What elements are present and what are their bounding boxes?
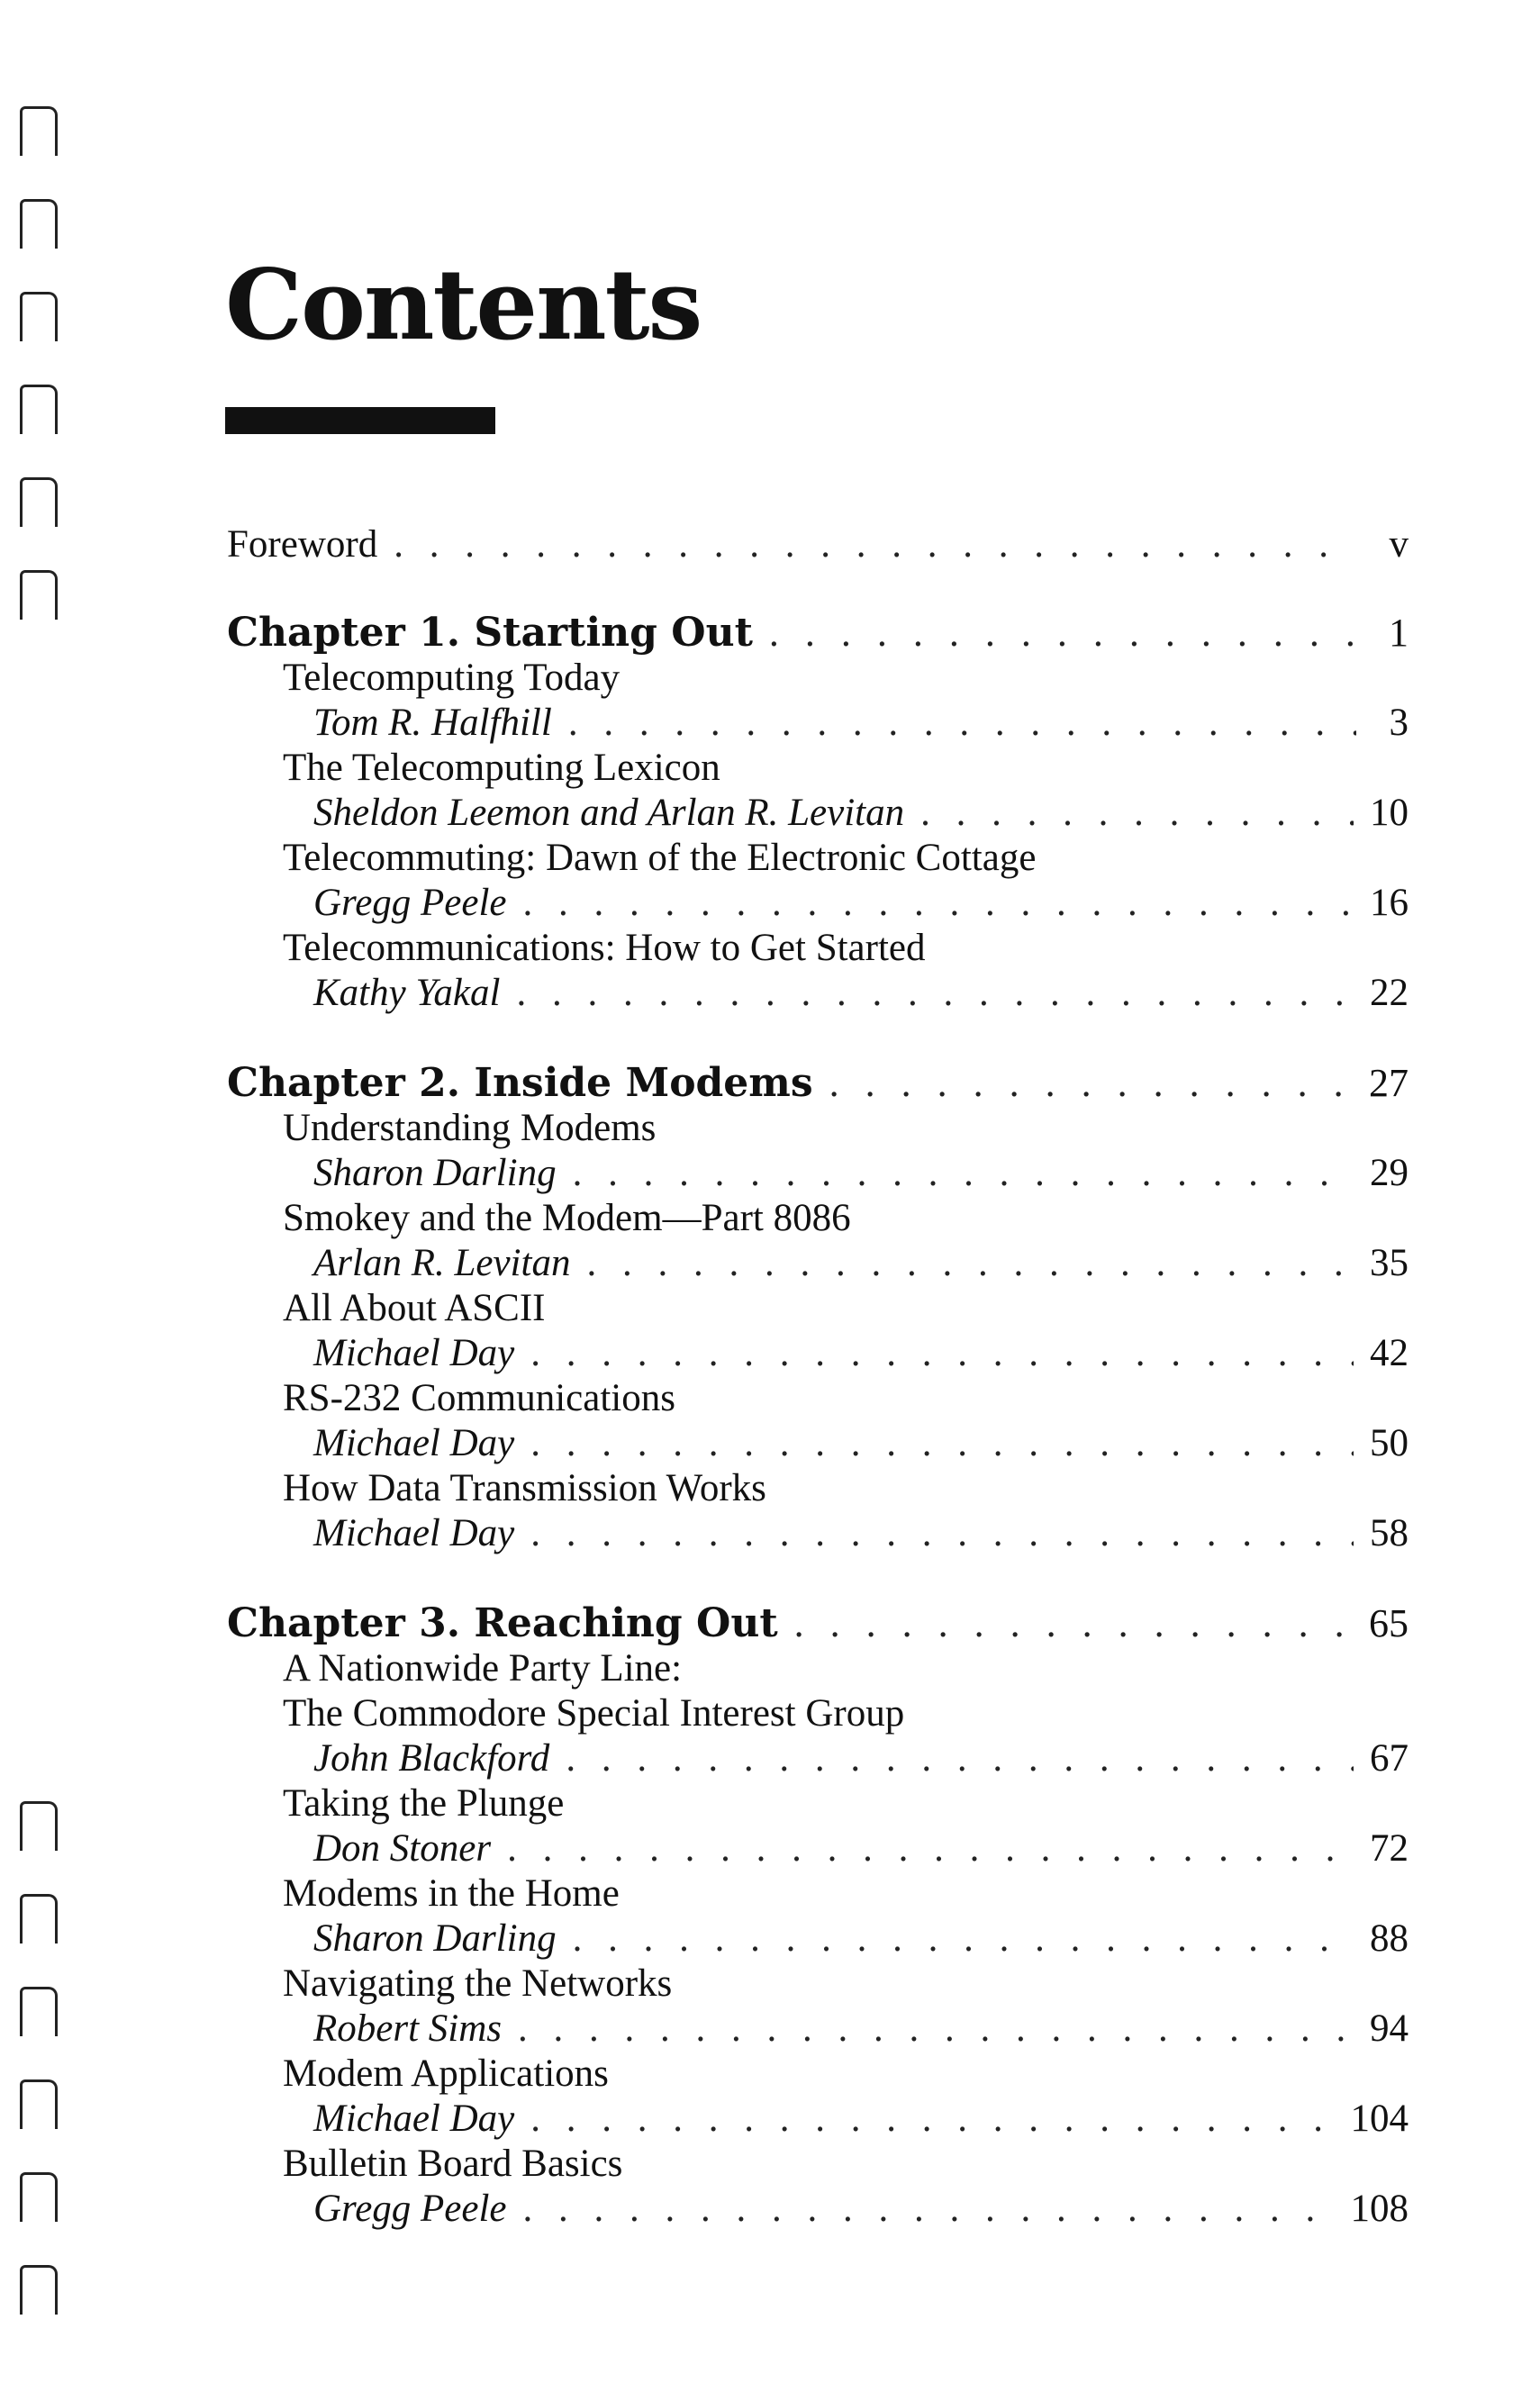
article-title[interactable]: [227, 1196, 1409, 1241]
binding-hole-icon: [20, 1894, 58, 1943]
dot-leader: [507, 1826, 1354, 1871]
binding-hole-icon: [20, 106, 58, 156]
article-author: Michael Day: [313, 1512, 515, 1554]
article-author: Robert Sims: [313, 2007, 503, 2050]
article-page: 104: [1350, 2097, 1409, 2140]
binding-hole-icon: [20, 1987, 58, 2036]
article-author-entry[interactable]: [227, 1736, 1409, 1781]
dot-leader: [530, 1331, 1354, 1376]
article-title-text: Taking the Plunge: [283, 1782, 565, 1825]
chapter-heading[interactable]: [227, 1061, 1409, 1106]
article-page: 10: [1370, 792, 1409, 834]
article-title-continued[interactable]: [227, 1691, 1409, 1736]
article-page: 16: [1370, 882, 1409, 924]
article-title[interactable]: [227, 836, 1409, 881]
article-page: 94: [1370, 2007, 1409, 2050]
article-author-entry[interactable]: [227, 1421, 1409, 1466]
article-title[interactable]: [227, 1871, 1409, 1916]
article-author: Sharon Darling: [313, 1917, 557, 1960]
binding-hole-icon: [20, 292, 58, 341]
article-title[interactable]: [227, 1286, 1409, 1331]
article-title-text: Telecommunications: How to Get Started: [283, 927, 926, 969]
dot-leader: [573, 1151, 1354, 1196]
article-author-entry[interactable]: [227, 701, 1409, 746]
binding-hole-icon: [20, 385, 58, 434]
article-title[interactable]: [227, 656, 1409, 701]
binding-hole-icon: [20, 2079, 58, 2129]
article-title[interactable]: [227, 2052, 1409, 2097]
article-author-entry[interactable]: [227, 1916, 1409, 1962]
article-title-text: How Data Transmission Works: [283, 1467, 766, 1509]
article-author: Arlan R. Levitan: [313, 1242, 571, 1284]
article-author-entry[interactable]: [227, 2097, 1409, 2142]
article-page: 108: [1350, 2188, 1409, 2230]
dot-leader: [516, 971, 1354, 1016]
dot-leader: [566, 1736, 1354, 1781]
article-author-entry[interactable]: [227, 1151, 1409, 1196]
foreword-page: v: [1389, 523, 1409, 566]
dot-leader: [518, 2007, 1354, 2052]
dot-leader: [530, 1511, 1354, 1556]
article-author-entry[interactable]: [227, 971, 1409, 1016]
article-title[interactable]: [227, 1781, 1409, 1826]
foreword-label: Foreword: [227, 523, 378, 566]
article-author: Sheldon Leemon and Arlan R. Levitan: [313, 792, 905, 834]
dot-leader: [920, 791, 1354, 836]
article-page: 58: [1370, 1512, 1409, 1554]
chapter-title: Chapter 3. Reaching Out: [227, 1600, 778, 1646]
dot-leader: [530, 1421, 1354, 1466]
article-title-text: All About ASCII: [283, 1287, 546, 1329]
article-author: Gregg Peele: [313, 882, 507, 924]
article-author: Gregg Peele: [313, 2188, 507, 2230]
dot-leader: [829, 1061, 1353, 1106]
binding-holes-bottom: [13, 1801, 63, 2358]
binding-hole-icon: [20, 2172, 58, 2222]
page-title: Contents: [225, 249, 702, 362]
chapter-page: 27: [1369, 1061, 1409, 1105]
article-title[interactable]: [227, 1466, 1409, 1511]
article-author: Michael Day: [313, 2097, 515, 2140]
article-author-entry[interactable]: [227, 881, 1409, 926]
article-title[interactable]: [227, 1376, 1409, 1421]
article-author: Don Stoner: [313, 1827, 492, 1870]
article-title-text: Telecommuting: Dawn of the Electronic Cottage: [283, 837, 1037, 879]
article-title-text: The Commodore Special Interest Group: [283, 1692, 905, 1735]
article-title-text: The Telecomputing Lexicon: [283, 747, 720, 789]
article-title[interactable]: [227, 2142, 1409, 2187]
article-author-entry[interactable]: [227, 791, 1409, 836]
article-title-text: Bulletin Board Basics: [283, 2143, 623, 2185]
title-underline-bar: [225, 407, 495, 434]
article-title-text: Modem Applications: [283, 2052, 609, 2095]
article-page: 35: [1370, 1242, 1409, 1284]
chapter-heading[interactable]: [227, 611, 1409, 656]
table-of-contents: [227, 522, 1409, 2277]
binding-hole-icon: [20, 2265, 58, 2315]
binding-hole-icon: [20, 570, 58, 620]
article-title[interactable]: [227, 1646, 1409, 1691]
article-title-text: Navigating the Networks: [283, 1962, 673, 2005]
article-author: Kathy Yakal: [313, 972, 501, 1014]
article-page: 22: [1370, 972, 1409, 1014]
article-page: 42: [1370, 1332, 1409, 1374]
chapter-2: [227, 1061, 1409, 1556]
binding-hole-icon: [20, 1801, 58, 1851]
dot-leader: [568, 701, 1356, 746]
article-author-entry[interactable]: [227, 2187, 1409, 2232]
article-page: 72: [1370, 1827, 1409, 1870]
article-title[interactable]: [227, 926, 1409, 971]
dot-leader: [523, 881, 1354, 926]
binding-hole-icon: [20, 477, 58, 527]
article-author: Tom R. Halfhill: [313, 702, 552, 744]
article-page: 67: [1370, 1737, 1409, 1780]
article-title-text: RS-232 Communications: [283, 1377, 675, 1419]
binding-hole-icon: [20, 199, 58, 249]
article-author-entry[interactable]: [227, 1241, 1409, 1286]
article-author-entry[interactable]: [227, 1331, 1409, 1376]
article-author: Michael Day: [313, 1332, 515, 1374]
binding-holes-top: [13, 106, 63, 663]
article-author-entry[interactable]: [227, 1826, 1409, 1871]
chapter-title: Chapter 1. Starting Out: [227, 610, 753, 656]
article-title[interactable]: [227, 746, 1409, 791]
article-title[interactable]: [227, 1106, 1409, 1151]
article-page: 3: [1389, 702, 1409, 744]
article-page: 88: [1370, 1917, 1409, 1960]
chapter-title: Chapter 2. Inside Modems: [227, 1060, 813, 1106]
article-title-text: Modems in the Home: [283, 1872, 620, 1915]
chapter-page: 65: [1369, 1601, 1409, 1645]
chapter-1: [227, 611, 1409, 1016]
article-title-text: Smokey and the Modem—Part 8086: [283, 1197, 851, 1239]
dot-leader: [394, 522, 1356, 567]
dot-leader: [769, 611, 1356, 656]
chapter-heading[interactable]: [227, 1601, 1409, 1646]
foreword-entry[interactable]: [227, 522, 1409, 567]
chapter-page: 1: [1389, 611, 1409, 655]
dot-leader: [586, 1241, 1354, 1286]
article-page: 50: [1370, 1422, 1409, 1464]
dot-leader: [573, 1916, 1354, 1962]
article-title[interactable]: [227, 1962, 1409, 2007]
article-author: Michael Day: [313, 1422, 515, 1464]
chapter-3: [227, 1601, 1409, 2232]
dot-leader: [523, 2187, 1335, 2232]
article-author: John Blackford: [313, 1737, 550, 1780]
article-page: 29: [1370, 1152, 1409, 1194]
article-title-text: A Nationwide Party Line:: [283, 1647, 683, 1690]
article-title-text: Telecomputing Today: [283, 657, 621, 699]
article-author-entry[interactable]: [227, 2007, 1409, 2052]
dot-leader: [530, 2097, 1334, 2142]
article-title-text: Understanding Modems: [283, 1107, 657, 1149]
article-author-entry[interactable]: [227, 1511, 1409, 1556]
article-author: Sharon Darling: [313, 1152, 557, 1194]
dot-leader: [794, 1601, 1353, 1646]
